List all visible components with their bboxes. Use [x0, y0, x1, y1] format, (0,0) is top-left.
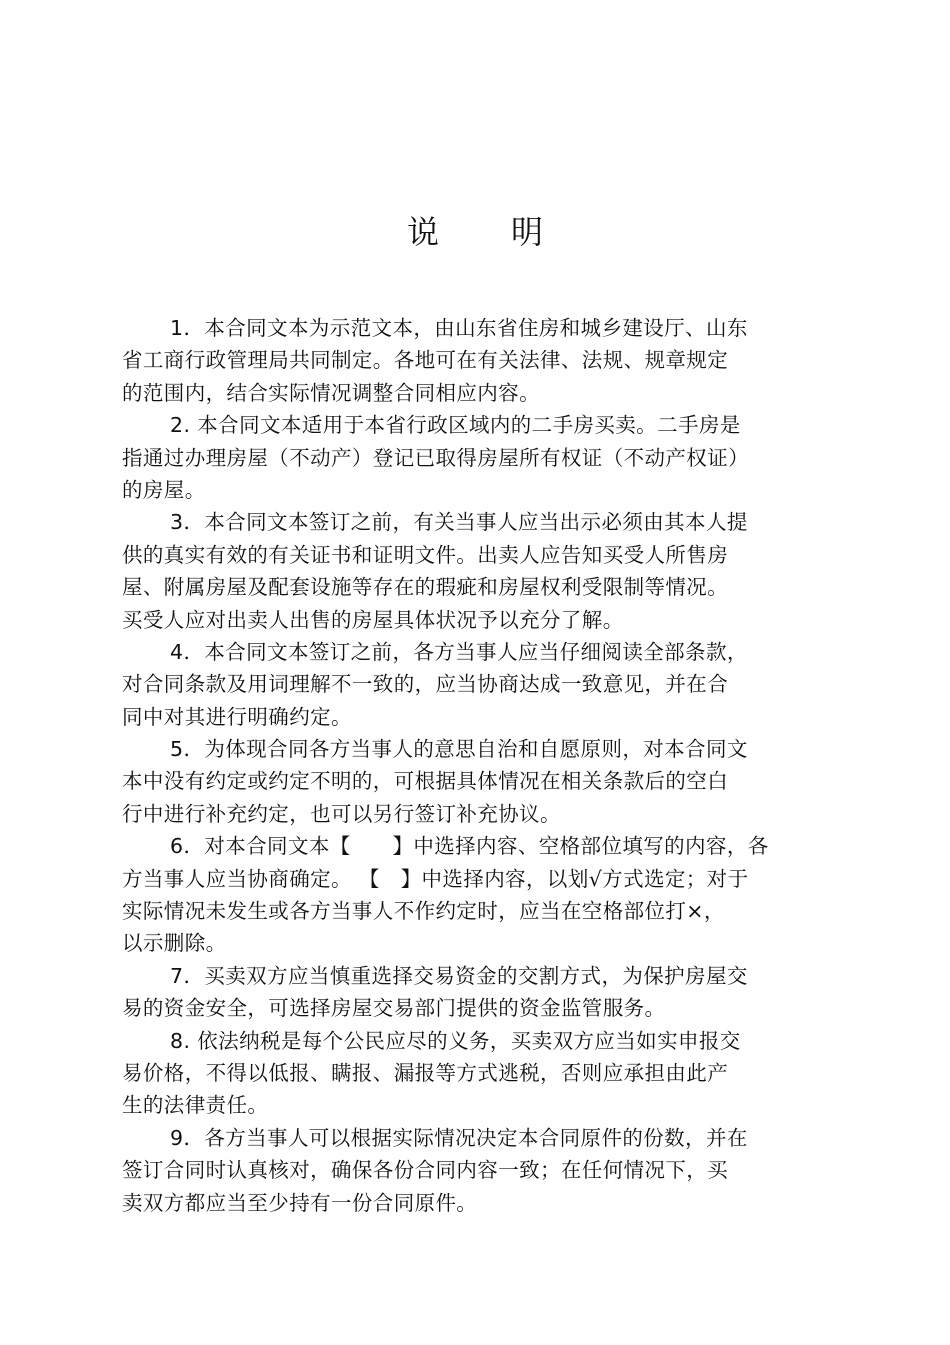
text-line: 8. 依法纳税是每个公民应尽的义务，买卖双方应当如实申报交 [170, 1028, 741, 1053]
text-line: 以示删除。 [122, 931, 227, 956]
text-line: 易价格，不得以低报、瞒报、漏报等方式逃税，否则应承担由此产 [122, 1060, 729, 1085]
text-line: 生的法律责任。 [122, 1093, 269, 1118]
text-line: 卖双方都应当至少持有一份合同原件。 [122, 1190, 478, 1215]
text-line: 同中对其进行明确约定。 [122, 704, 352, 729]
text-line: 2. 本合同文本适用于本省行政区域内的二手房买卖。二手房是 [170, 413, 741, 438]
text-line: 本中没有约定或约定不明的，可根据具体情况在相关条款后的空白 [122, 769, 729, 794]
title-char-2: 明 [511, 213, 544, 251]
text-line: 方当事人应当协商确定。 【 】中选择内容，以划√方式选定；对于 [122, 866, 749, 891]
text-line: 易的资金安全，可选择房屋交易部门提供的资金监管服务。 [122, 996, 666, 1021]
text-line: 的范围内，结合实际情况调整合同相应内容。 [122, 380, 540, 405]
text-line: 对合同条款及用词理解不一致的，应当协商达成一致意见，并在合 [122, 672, 729, 697]
document-body [122, 312, 822, 1219]
page-title [0, 206, 950, 258]
text-line: 行中进行补充约定，也可以另行签订补充协议。 [122, 801, 561, 826]
text-line: 6．对本合同文本【 】中选择内容、空格部位填写的内容，各 [170, 834, 769, 859]
title-char-1: 说 [406, 213, 439, 251]
text-line: 省工商行政管理局共同制定。各地可在有关法律、法规、规章规定 [122, 348, 729, 373]
text-line: 9．各方当事人可以根据实际情况决定本合同原件的份数，并在 [170, 1125, 748, 1150]
text-line: 屋、附属房屋及配套设施等存在的瑕疵和房屋权利受限制等情况。 [122, 575, 729, 600]
text-line: 签订合同时认真核对，确保各份合同内容一致；在任何情况下，买 [122, 1158, 729, 1183]
text-line: 5．为体现合同各方当事人的意思自治和自愿原则，对本合同文 [170, 737, 748, 762]
text-line: 买受人应对出卖人出售的房屋具体状况予以充分了解。 [122, 607, 624, 632]
text-line: 的房屋。 [122, 477, 206, 502]
text-line: 供的真实有效的有关证书和证明文件。出卖人应告知买受人所售房 [122, 542, 729, 567]
text-line: 7．买卖双方应当慎重选择交易资金的交割方式，为保护房屋交 [170, 963, 748, 988]
text-line: 实际情况未发生或各方当事人不作约定时，应当在空格部位打×， [122, 899, 725, 924]
text-line: 4．本合同文本签订之前，各方当事人应当仔细阅读全部条款， [170, 639, 748, 664]
text-line: 1．本合同文本为示范文本，由山东省住房和城乡建设厅、山东 [170, 316, 748, 340]
text-line: 3．本合同文本签订之前，有关当事人应当出示必须由其本人提 [170, 510, 748, 535]
text-line: 指通过办理房屋（不动产）登记已取得房屋所有权证（不动产权证） [122, 445, 749, 470]
